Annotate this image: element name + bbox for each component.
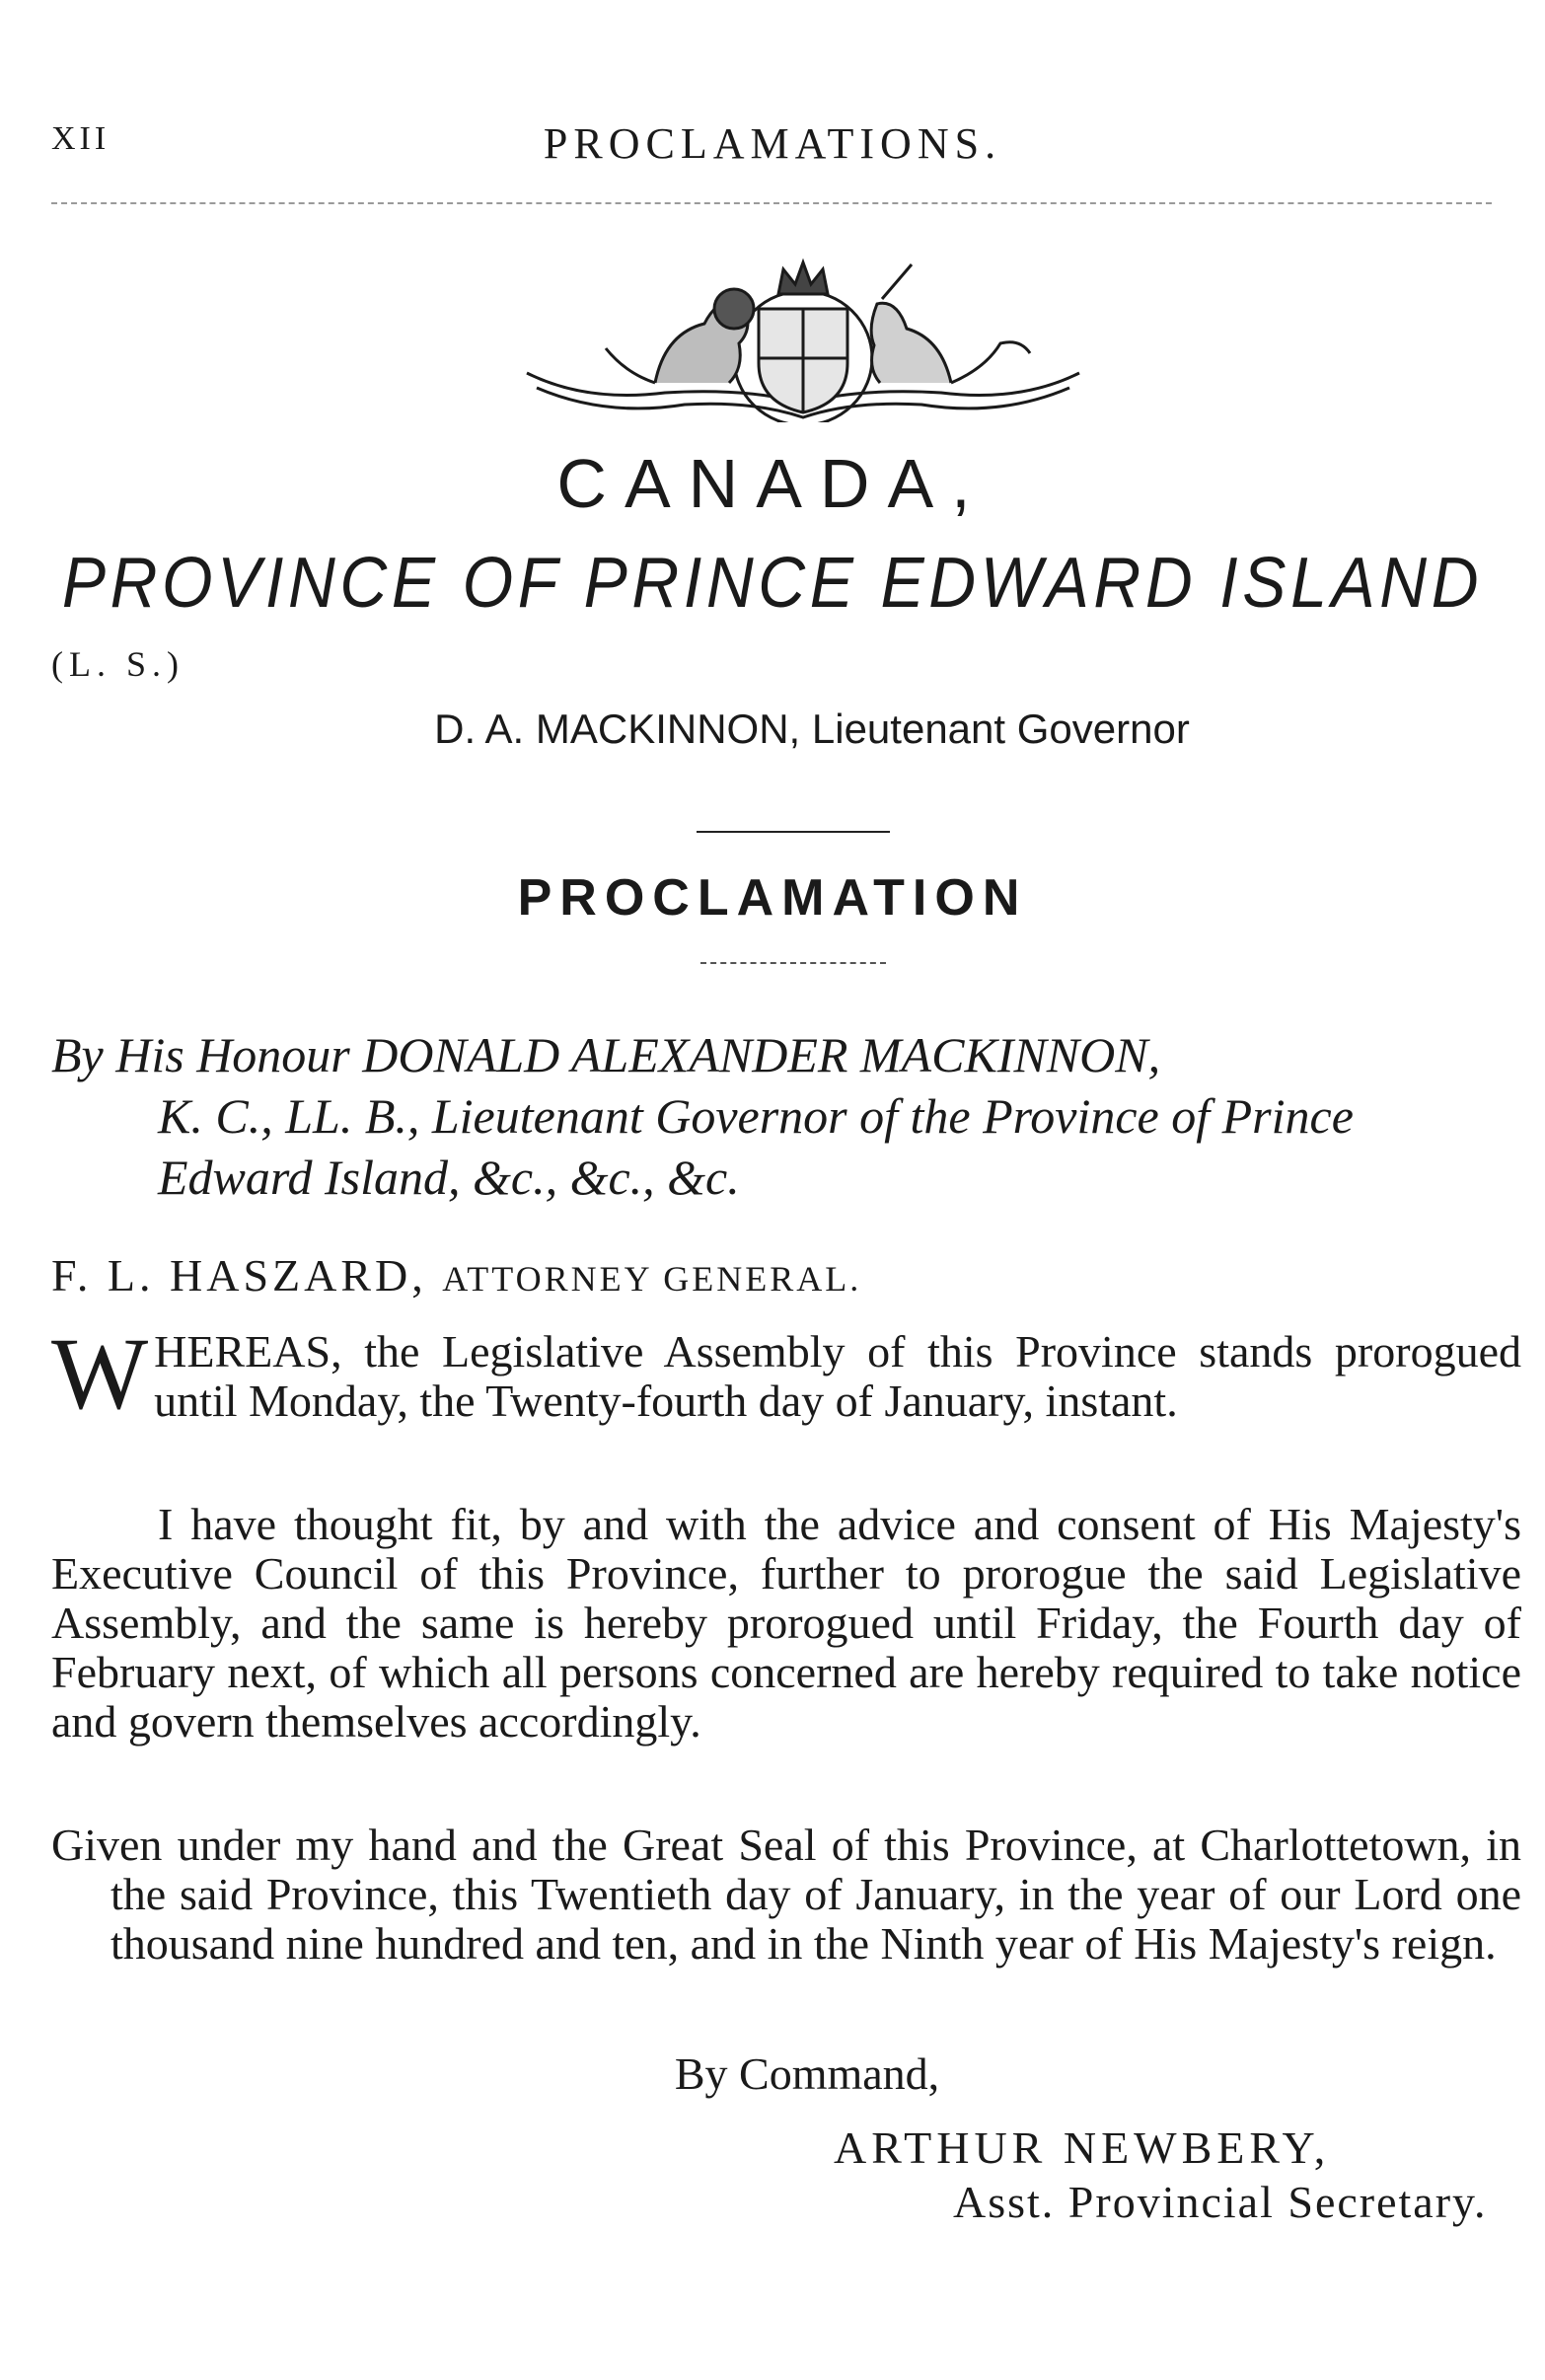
- given-paragraph: Given under my hand and the Great Seal of this Province, at Charlottetown, in the said Province, this Twentieth day of January, in the year of our Lord one thousand nine hundred and ten, and in the Ninth year of His Majesty's reign.: [51, 1820, 1521, 1969]
- royal-coat-of-arms-icon: [507, 255, 1099, 422]
- prorogation-paragraph: I have thought fit, by and with the advice and consent of His Majesty's Executive Council of this Province, further to prorogue the said Legislative Assembly, and the same is hereby prorogued until Friday, the Fourth day of February next, of which all persons concerned are hereby required to take notice and govern themselves accordingly.: [51, 1499, 1521, 1747]
- running-title: PROCLAMATIONS.: [543, 119, 1002, 168]
- country-heading: CANADA,: [556, 445, 989, 522]
- authority-statement: [51, 1024, 1521, 1208]
- authority-line: Edward Island, &c., &c., &c.: [158, 1150, 740, 1205]
- divider: [697, 831, 890, 833]
- divider: [700, 962, 886, 964]
- page-number: XII: [51, 120, 110, 157]
- document-title: PROCLAMATION: [517, 869, 1028, 927]
- signer-title: Asst. Provincial Secretary.: [953, 2177, 1488, 2227]
- attorney-name: F. L. HASZARD,: [51, 1250, 427, 1301]
- seal-mark: (L. S.): [51, 644, 184, 684]
- province-heading: PROVINCE OF PRINCE EDWARD ISLAND: [61, 544, 1484, 623]
- attorney-line: [51, 1249, 861, 1302]
- authority-line: By His Honour DONALD ALEXANDER MACKINNON,: [51, 1027, 1161, 1082]
- whereas-paragraph: [51, 1317, 1521, 1431]
- by-command: By Command,: [674, 2048, 940, 2099]
- drop-cap: W: [51, 1317, 149, 1431]
- authority-line: K. C., LL. B., Lieutenant Governor of the Province of Prince: [158, 1088, 1354, 1144]
- header-divider: [51, 202, 1492, 204]
- governor-line: D. A. MACKINNON, Lieutenant Governor: [434, 706, 1190, 752]
- attorney-title: ATTORNEY GENERAL.: [442, 1259, 862, 1299]
- whereas-text: HEREAS, the Legislative Assembly of this Province stands prorogued until Monday, the Twenty-fourth day of January, instant.: [154, 1326, 1521, 1426]
- signer-name: ARTHUR NEWBERY,: [834, 2122, 1331, 2173]
